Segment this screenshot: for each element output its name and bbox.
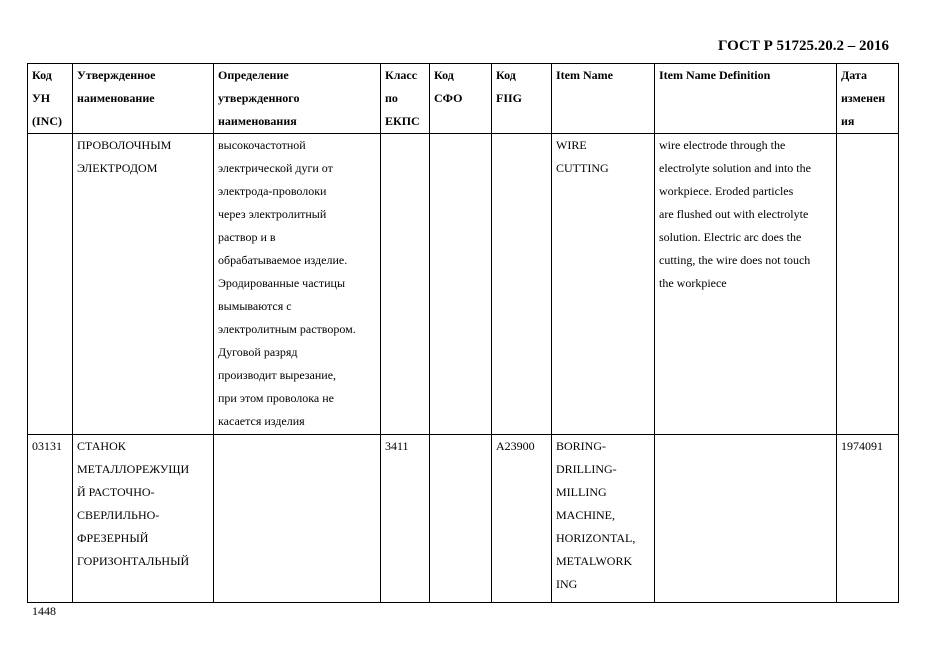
cell-line: WIRE: [556, 138, 587, 152]
cell-line: FIIG: [496, 91, 523, 105]
cell-sfo: [430, 134, 492, 435]
cell-line: высокочастотной: [218, 138, 306, 152]
cell-line: Эродированные частицы: [218, 276, 346, 290]
cell-change-date: [837, 134, 899, 435]
cell-line: Й РАСТОЧНО-: [77, 485, 155, 499]
cell-line: ING: [556, 577, 578, 591]
cell-line: are flushed out with electrolyte: [659, 207, 809, 221]
cell-line: Код: [496, 68, 516, 82]
cell-line: METALWORK: [556, 554, 633, 568]
cell-line: ГОРИЗОНТАЛЬНЫЙ: [77, 554, 190, 568]
cell-line: ЕКПС: [385, 114, 420, 128]
cell-line: через электролитный: [218, 207, 327, 221]
cell-line: утвержденного: [218, 91, 300, 105]
cell-line: СВЕРЛИЛЬНО-: [77, 508, 160, 522]
cell-item-definition: [655, 435, 837, 603]
cell-class: [381, 134, 430, 435]
cell-sfo: [430, 435, 492, 603]
cell-line: по: [385, 91, 398, 105]
page-number: 1448: [32, 604, 56, 618]
document-standard-header: ГОСТ Р 51725.20.2 – 2016: [717, 38, 889, 54]
cell-change-date: [837, 435, 899, 603]
cell-line: cutting, the wire does not touch: [659, 253, 811, 267]
cell-fiig: [492, 134, 552, 435]
cell-line: СТАНОК: [77, 439, 126, 453]
cell-line: electrolyte solution and into the: [659, 161, 811, 175]
col-header-fiig: [492, 64, 552, 134]
table-row: [28, 134, 899, 435]
cell-line: MACHINE,: [556, 508, 615, 522]
cell-line: изменен: [841, 91, 886, 105]
cell-line: наименования: [218, 114, 297, 128]
cell-definition: [214, 435, 381, 603]
cell-item-definition: [655, 134, 837, 435]
cell-line: производит вырезание,: [218, 368, 337, 382]
cell-line: 03131: [32, 439, 62, 453]
cell-line: СФО: [434, 91, 463, 105]
col-header-item-definition: [655, 64, 837, 134]
cell-line: the workpiece: [659, 276, 727, 290]
table-row: [28, 435, 899, 603]
cell-line: ЭЛЕКТРОДОМ: [77, 161, 158, 175]
cell-line: электрической дуги от: [218, 161, 333, 175]
cell-approved-name: [73, 134, 214, 435]
cell-line: Дата: [841, 68, 867, 82]
cell-line: A23900: [496, 439, 535, 453]
cell-line: HORIZONTAL,: [556, 531, 636, 545]
cell-line: wire electrode through the: [659, 138, 786, 152]
cell-approved-name: [73, 435, 214, 603]
cell-line: 1974091: [841, 439, 883, 453]
cell-line: электрода-проволоки: [218, 184, 327, 198]
cell-line: касается изделия: [218, 414, 305, 428]
cell-line: электролитным раствором.: [218, 322, 356, 336]
col-header-change-date: [837, 64, 899, 134]
cell-line: DRILLING-: [556, 462, 617, 476]
col-header-class: [381, 64, 430, 134]
table-header-row: [28, 64, 899, 134]
cell-line: solution. Electric arc does the: [659, 230, 802, 244]
cell-line: Класс: [385, 68, 418, 82]
cell-line: наименование: [77, 91, 155, 105]
cell-class: [381, 435, 430, 603]
cell-line: (INC): [32, 114, 62, 128]
cell-line: Код: [434, 68, 454, 82]
cell-line: Item Name Definition: [659, 68, 771, 82]
col-header-item-name: [552, 64, 655, 134]
cell-line: раствор и в: [218, 230, 276, 244]
cell-line: МЕТАЛЛОРЕЖУЩИ: [77, 462, 190, 476]
cell-line: Утвержденное: [77, 68, 156, 82]
cell-line: Определение: [218, 68, 289, 82]
cell-line: ия: [841, 114, 855, 128]
cell-inc: [28, 134, 73, 435]
cell-line: УН: [32, 91, 51, 105]
col-header-approved-name: [73, 64, 214, 134]
cell-line: workpiece. Eroded particles: [659, 184, 794, 198]
cell-item-name: [552, 435, 655, 603]
cell-line: 3411: [385, 439, 409, 453]
cell-line: вымываются с: [218, 299, 292, 313]
cell-item-name: [552, 134, 655, 435]
cell-line: обрабатываемое изделие.: [218, 253, 348, 267]
cell-line: Дуговой разряд: [218, 345, 298, 359]
cell-definition: [214, 134, 381, 435]
col-header-definition: [214, 64, 381, 134]
col-header-inc: [28, 64, 73, 134]
cell-line: Item Name: [556, 68, 613, 82]
cell-line: MILLING: [556, 485, 607, 499]
cell-line: ФРЕЗЕРНЫЙ: [77, 531, 149, 545]
col-header-sfo: [430, 64, 492, 134]
cell-fiig: [492, 435, 552, 603]
cell-line: BORING-: [556, 439, 606, 453]
cell-line: Код: [32, 68, 52, 82]
cell-line: CUTTING: [556, 161, 609, 175]
cell-line: ПРОВОЛОЧНЫМ: [77, 138, 172, 152]
cell-inc: [28, 435, 73, 603]
classification-table: [27, 63, 899, 603]
cell-line: при этом проволока не: [218, 391, 335, 405]
